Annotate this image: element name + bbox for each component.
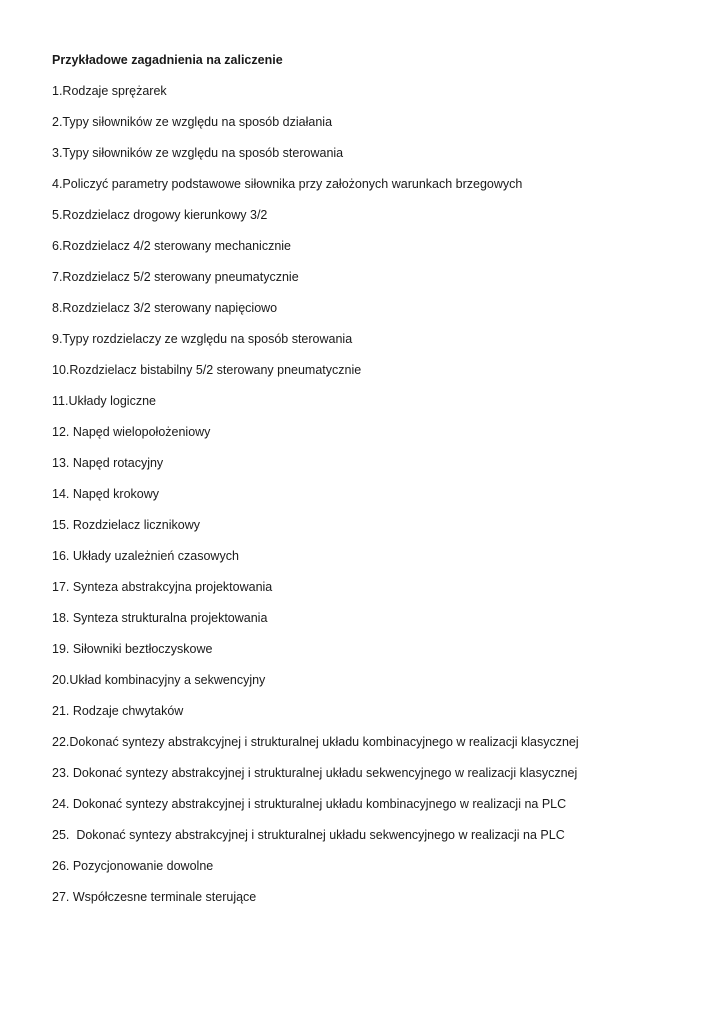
list-item: 26. Pozycjonowanie dowolne — [52, 859, 214, 873]
list-item: 21. Rodzaje chwytaków — [52, 704, 184, 718]
document-title: Przykładowe zagadnienia na zaliczenie — [52, 53, 283, 67]
list-item: 22.Dokonać syntezy abstrakcyjnej i strukturalnej układu kombinacyjnego w realizacji klasycznej — [52, 735, 579, 749]
list-item: 25. Dokonać syntezy abstrakcyjnej i strukturalnej układu sekwencyjnego w realizacji na PLC — [52, 828, 565, 842]
list-item: 12. Napęd wielopołożeniowy — [52, 425, 211, 439]
list-item: 4.Policzyć parametry podstawowe siłownika przy założonych warunkach brzegowych — [52, 177, 523, 191]
list-item: 20.Układ kombinacyjny a sekwencyjny — [52, 673, 266, 687]
list-item: 7.Rozdzielacz 5/2 sterowany pneumatycznie — [52, 270, 299, 284]
list-item: 1.Rodzaje sprężarek — [52, 84, 167, 98]
list-item: 6.Rozdzielacz 4/2 sterowany mechanicznie — [52, 239, 292, 253]
list-item: 13. Napęd rotacyjny — [52, 456, 164, 470]
list-item: 8.Rozdzielacz 3/2 sterowany napięciowo — [52, 301, 278, 315]
list-item: 15. Rozdzielacz licznikowy — [52, 518, 200, 532]
list-item: 10.Rozdzielacz bistabilny 5/2 sterowany pneumatycznie — [52, 363, 362, 377]
list-item: 9.Typy rozdzielaczy ze względu na sposób sterowania — [52, 332, 353, 346]
question-list — [52, 82, 702, 906]
document-content — [52, 51, 702, 919]
list-item: 24. Dokonać syntezy abstrakcyjnej i strukturalnej układu kombinacyjnego w realizacji na PLC — [52, 797, 567, 811]
list-item: 19. Siłowniki beztłoczyskowe — [52, 642, 213, 656]
list-item: 23. Dokonać syntezy abstrakcyjnej i strukturalnej układu sekwencyjnego w realizacji klasycznej — [52, 766, 578, 780]
list-item: 17. Synteza abstrakcyjna projektowania — [52, 580, 273, 594]
list-item: 14. Napęd krokowy — [52, 487, 160, 501]
list-item: 27. Współczesne terminale sterujące — [52, 890, 257, 904]
list-item: 3.Typy siłowników ze względu na sposób sterowania — [52, 146, 344, 160]
list-item: 11.Układy logiczne — [52, 394, 156, 408]
list-item: 18. Synteza strukturalna projektowania — [52, 611, 268, 625]
list-item: 16. Układy uzależnień czasowych — [52, 549, 239, 563]
list-item: 5.Rozdzielacz drogowy kierunkowy 3/2 — [52, 208, 268, 222]
list-item: 2.Typy siłowników ze względu na sposób działania — [52, 115, 333, 129]
